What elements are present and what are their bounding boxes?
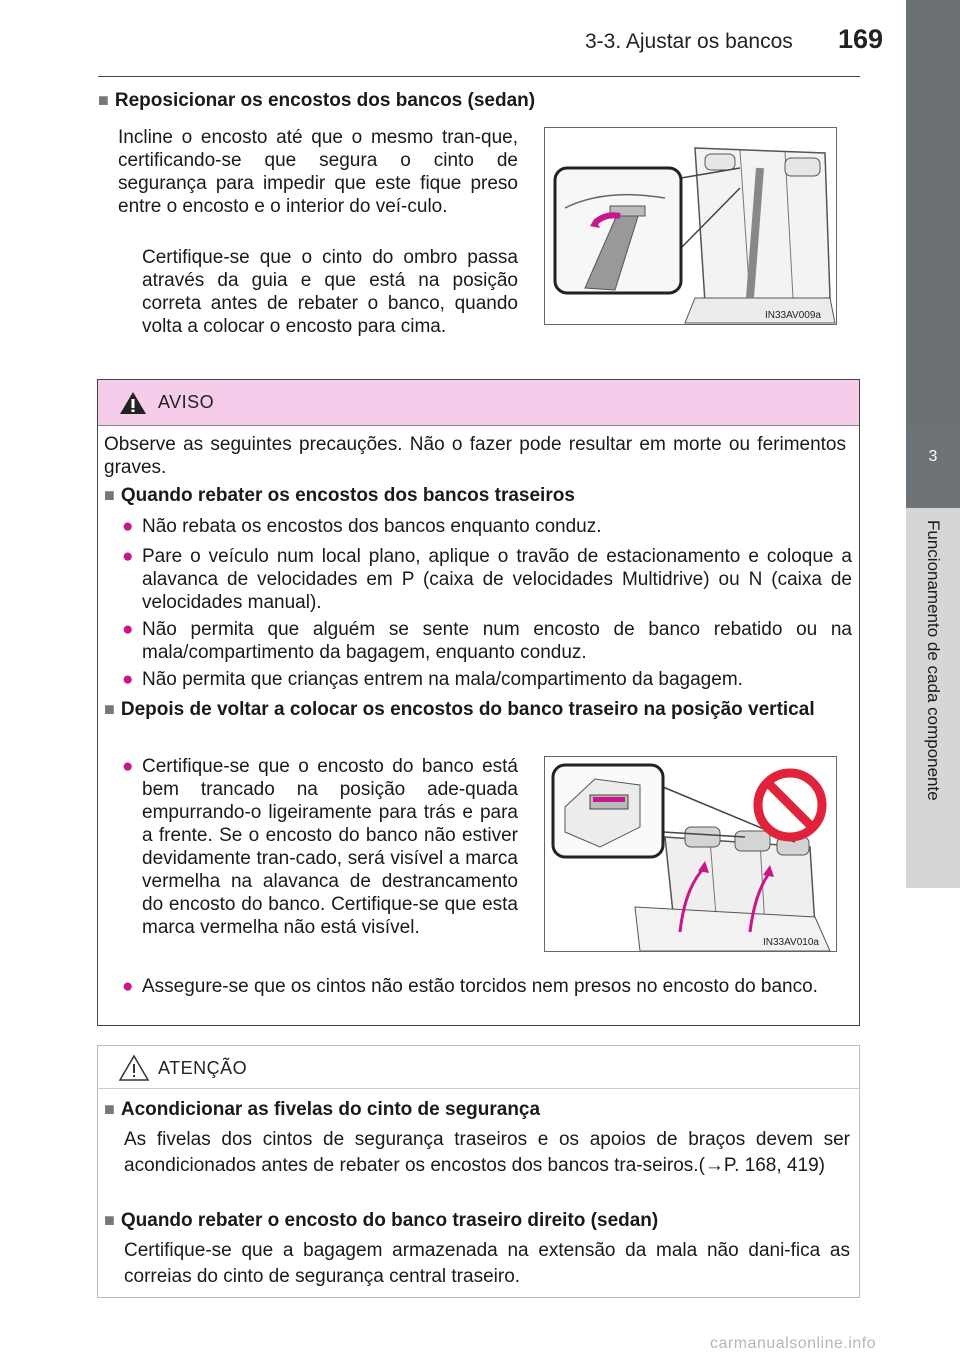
- section-heading: ■ Reposicionar os encostos dos bancos (sedan): [98, 90, 536, 111]
- warning-title: AVISO: [158, 392, 215, 412]
- warning-header: [98, 380, 859, 426]
- warning-bullet: ● Certifique-se que o encosto do banco está bem trancado na posição ade-quada empurrando-o ligeiramente para trás e para a frente. Se o encosto do banco não estiver devidamente tran-cado, será visível a marca vermelha na alavanca de destrancamento do encosto do banco. Certifique-se que esta marca vermelha não está visível.: [122, 756, 518, 938]
- section-intro: Incline o encosto até que o mesmo tran-que, certificando-se que segura o cinto de segurança para impedir que este fique preso entre o encosto e o interior do veí-culo.: [118, 127, 518, 217]
- attention-title: ATENÇÃO: [158, 1058, 248, 1078]
- dot-bullet-icon: ●: [122, 669, 134, 690]
- figure2-label: IN33AV010a: [763, 937, 819, 948]
- attention-text-1: As fivelas dos cintos de segurança traseiros e os apoios de braços devem ser acondicionados antes de rebater os encostos dos bancos tra-seiros.(→P. 168, 419): [124, 1129, 850, 1176]
- attention-header: [98, 1046, 859, 1089]
- square-bullet-icon: ■: [104, 485, 115, 505]
- warning-intro: Observe as seguintes precauções. Não o fazer pode resultar em morte ou ferimentos graves.: [104, 434, 846, 478]
- section-note: Certifique-se que o cinto do ombro passa através da guia e que está na posição correta antes de rebater o banco, quando volta a colocar o encosto para cima.: [142, 247, 518, 337]
- dot-bullet-icon: ●: [122, 516, 134, 537]
- square-bullet-icon: ■: [104, 1099, 115, 1119]
- warning-subheading-2: ■ Depois de voltar a colocar os encostos do banco traseiro na posição vertical: [104, 699, 815, 720]
- dot-bullet-icon: ●: [122, 756, 134, 777]
- side-tab-number-block: [906, 425, 960, 508]
- warning-bullet: ● Não rebata os encostos dos bancos enquanto conduz.: [122, 516, 602, 537]
- seatback-lock-illustration: [544, 756, 837, 952]
- side-tab-top: [906, 0, 960, 425]
- warning-triangle-icon: [118, 390, 148, 416]
- header-divider: [98, 76, 860, 77]
- header-section-title: 3-3. Ajustar os bancos: [585, 30, 793, 53]
- square-bullet-icon: ■: [104, 699, 115, 719]
- dot-bullet-icon: ●: [122, 546, 134, 567]
- square-bullet-icon: ■: [104, 1210, 115, 1230]
- attention-text-2: Certifique-se que a bagagem armazenada na extensão da mala não dani-fica as correias do cinto de segurança central traseiro.: [124, 1240, 850, 1287]
- watermark-text: carmanualsonline.info: [710, 1335, 877, 1352]
- attention-box: [97, 1045, 860, 1298]
- seatback-belt-guide-illustration: [544, 127, 837, 325]
- figure1-label: IN33AV009a: [765, 310, 821, 321]
- warning-bullet: ● Não permita que alguém se sente num encosto de banco rebatido ou na mala/compartimento da bagagem, enquanto conduz.: [122, 619, 852, 663]
- page-number: 169: [838, 24, 884, 54]
- square-bullet-icon: ■: [98, 90, 109, 110]
- attention-subheading-1: ■ Acondicionar as fivelas do cinto de segurança: [104, 1099, 541, 1120]
- warning-bullet: ● Pare o veículo num local plano, aplique o travão de estacionamento e coloque a alavanca de velocidades em P (caixa de velocidades Multidrive) ou N (caixa de velocidades manual).: [122, 546, 852, 613]
- warning-bullet: ● Assegure-se que os cintos não estão torcidos nem presos no encosto do banco.: [122, 976, 818, 997]
- dot-bullet-icon: ●: [122, 619, 134, 640]
- warning-bullet: ● Não permita que crianças entrem na mala/compartimento da bagagem.: [122, 669, 743, 690]
- side-tab-chapter-number: 3: [928, 448, 938, 465]
- caution-triangle-icon: [118, 1054, 150, 1082]
- warning-subheading-1: ■ Quando rebater os encostos dos bancos traseiros: [104, 485, 575, 506]
- dot-bullet-icon: ●: [122, 976, 134, 997]
- attention-subheading-2: ■ Quando rebater o encosto do banco traseiro direito (sedan): [104, 1210, 659, 1231]
- side-tab-chapter-title: Funcionamento de cada componente: [924, 520, 943, 801]
